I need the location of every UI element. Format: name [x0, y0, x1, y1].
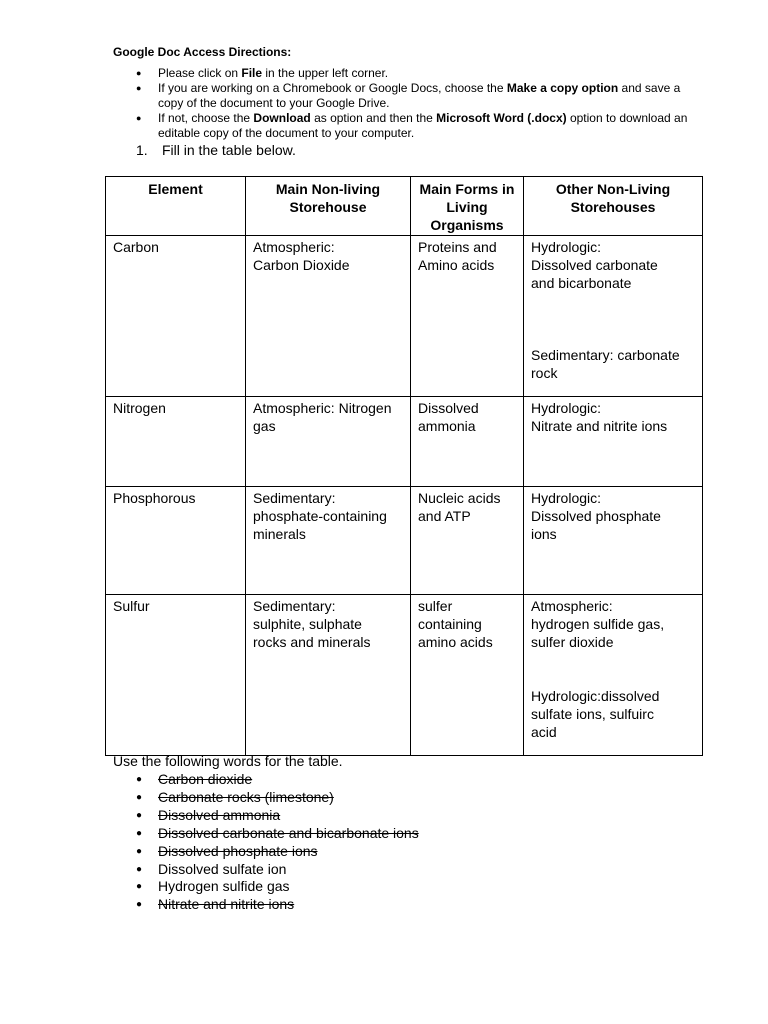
- cell-line: Proteins and: [418, 239, 497, 255]
- cell-line: hydrogen sulfide gas,: [531, 616, 665, 632]
- word-bank-list: [136, 771, 419, 914]
- instruction-number: 1.: [136, 142, 148, 158]
- cell-line: Dissolved: [418, 400, 479, 416]
- cell-other-nonliving[interactable]: [524, 487, 703, 595]
- cell-element[interactable]: Sulfur: [106, 595, 246, 756]
- cell-line: and bicarbonate: [531, 275, 632, 291]
- cell-other-part-b: [531, 346, 695, 382]
- cell-line: minerals: [253, 526, 306, 542]
- cell-line: sulfer dioxide: [531, 634, 614, 650]
- cell-main-forms[interactable]: [411, 397, 524, 487]
- cell-main-forms[interactable]: [411, 236, 524, 397]
- cell-main-forms[interactable]: [411, 487, 524, 595]
- cell-line: Hydrologic:: [531, 239, 602, 255]
- cell-line: Amino acids: [418, 257, 495, 273]
- cell-line: acid: [531, 724, 557, 740]
- cell-element[interactable]: Carbon: [106, 236, 246, 397]
- cell-line: Nucleic acids: [418, 490, 501, 506]
- cell-main-nonliving[interactable]: [246, 397, 411, 487]
- cell-line: Atmospheric:: [531, 598, 613, 614]
- cell-line: and ATP: [418, 508, 471, 524]
- access-item: [136, 111, 696, 141]
- cell-line: rock: [531, 365, 558, 381]
- instruction-line: [136, 142, 296, 158]
- header-element: Element: [106, 177, 246, 236]
- word-bank-item: ● Carbonate rocks (limestone): [136, 789, 419, 807]
- cell-main-nonliving[interactable]: [246, 487, 411, 595]
- cell-line: Hydrologic:dissolved: [531, 688, 660, 704]
- word-bank-intro: Use the following words for the table.: [113, 753, 343, 769]
- access-item: [136, 81, 696, 111]
- cell-line: Nitrate and nitrite ions: [531, 418, 668, 434]
- element-cycle-table: [105, 176, 703, 756]
- text-segment: option to download an editable copy of the document to your computer.: [158, 111, 688, 140]
- word-bank-item: ● Dissolved carbonate and bicarbonate ions: [136, 825, 419, 843]
- cell-element[interactable]: Phosphorous: [106, 487, 246, 595]
- cell-line: Dissolved carbonate: [531, 257, 658, 273]
- text-segment: in the upper left corner.: [262, 66, 389, 80]
- bold-text: Make a copy option: [506, 81, 619, 95]
- cell-line: containing: [418, 616, 482, 632]
- bold-text: Microsoft Word (.docx): [436, 111, 567, 125]
- text-segment: as option and then the: [310, 111, 437, 125]
- cell-line: ammonia: [418, 418, 476, 434]
- word-bank-item: ● Dissolved sulfate ion: [136, 861, 419, 879]
- word-bank-item: ● Carbon dioxide: [136, 771, 419, 789]
- word-bank-item: ● Nitrate and nitrite ions: [136, 896, 419, 914]
- cell-line: amino acids: [418, 634, 493, 650]
- cell-other-nonliving[interactable]: [524, 397, 703, 487]
- cell-line: ions: [531, 526, 557, 542]
- access-directions-list: [136, 66, 696, 141]
- text-segment: If not, choose the: [158, 111, 254, 125]
- table-row-nitrogen: [106, 397, 703, 487]
- word-bank-item: ● Dissolved phosphate ions: [136, 843, 419, 861]
- cell-line: sulfate ions, sulfuirc: [531, 706, 654, 722]
- table-row-carbon: [106, 236, 703, 397]
- bold-text: File: [241, 66, 263, 80]
- table-row-sulfur: [106, 595, 703, 756]
- bold-text: Download: [253, 111, 311, 125]
- cell-other-part-a: [531, 238, 695, 292]
- cell-line: Atmospheric: Nitrogen: [253, 400, 392, 416]
- table-header-row: [106, 177, 703, 236]
- table-row-phosphorous: [106, 487, 703, 595]
- cell-line: Sedimentary:: [253, 490, 336, 506]
- cell-line: Carbon Dioxide: [253, 257, 350, 273]
- cell-line: Hydrologic:: [531, 490, 602, 506]
- cell-line: gas: [253, 418, 276, 434]
- cell-line: Sedimentary:: [253, 598, 336, 614]
- cell-line: sulphite, sulphate: [253, 616, 362, 632]
- text-segment: If you are working on a Chromebook or Google Docs, choose the: [158, 81, 507, 95]
- word-bank-item: ● Hydrogen sulfide gas: [136, 878, 419, 896]
- cell-line: Sedimentary: carbonate: [531, 347, 680, 363]
- cell-main-forms[interactable]: [411, 595, 524, 756]
- cell-line: Hydrologic:: [531, 400, 602, 416]
- instruction-text: Fill in the table below.: [162, 142, 296, 158]
- cell-main-nonliving[interactable]: [246, 595, 411, 756]
- access-directions-title: Google Doc Access Directions:: [113, 45, 292, 59]
- cell-other-part-b: [531, 687, 695, 741]
- header-main-forms: Main Forms in Living Organisms: [411, 177, 524, 236]
- cell-other-nonliving[interactable]: [524, 236, 703, 397]
- cell-other-part-a: [531, 597, 695, 651]
- access-item: [136, 66, 696, 81]
- cell-line: Atmospheric:: [253, 239, 335, 255]
- text-segment: and save a copy of the document to your Google Drive.: [158, 81, 681, 110]
- cell-line: sulfer: [418, 598, 453, 614]
- cell-main-nonliving[interactable]: [246, 236, 411, 397]
- cell-element[interactable]: Nitrogen: [106, 397, 246, 487]
- header-other-nonliving: Other Non-Living Storehouses: [524, 177, 703, 236]
- text-segment: Please click on: [158, 66, 242, 80]
- header-main-nonliving: Main Non-living Storehouse: [246, 177, 411, 236]
- cell-line: phosphate-containing: [253, 508, 387, 524]
- cell-other-nonliving[interactable]: [524, 595, 703, 756]
- cell-line: rocks and minerals: [253, 634, 371, 650]
- word-bank-item: ● Dissolved ammonia: [136, 807, 419, 825]
- cell-line: Dissolved phosphate: [531, 508, 661, 524]
